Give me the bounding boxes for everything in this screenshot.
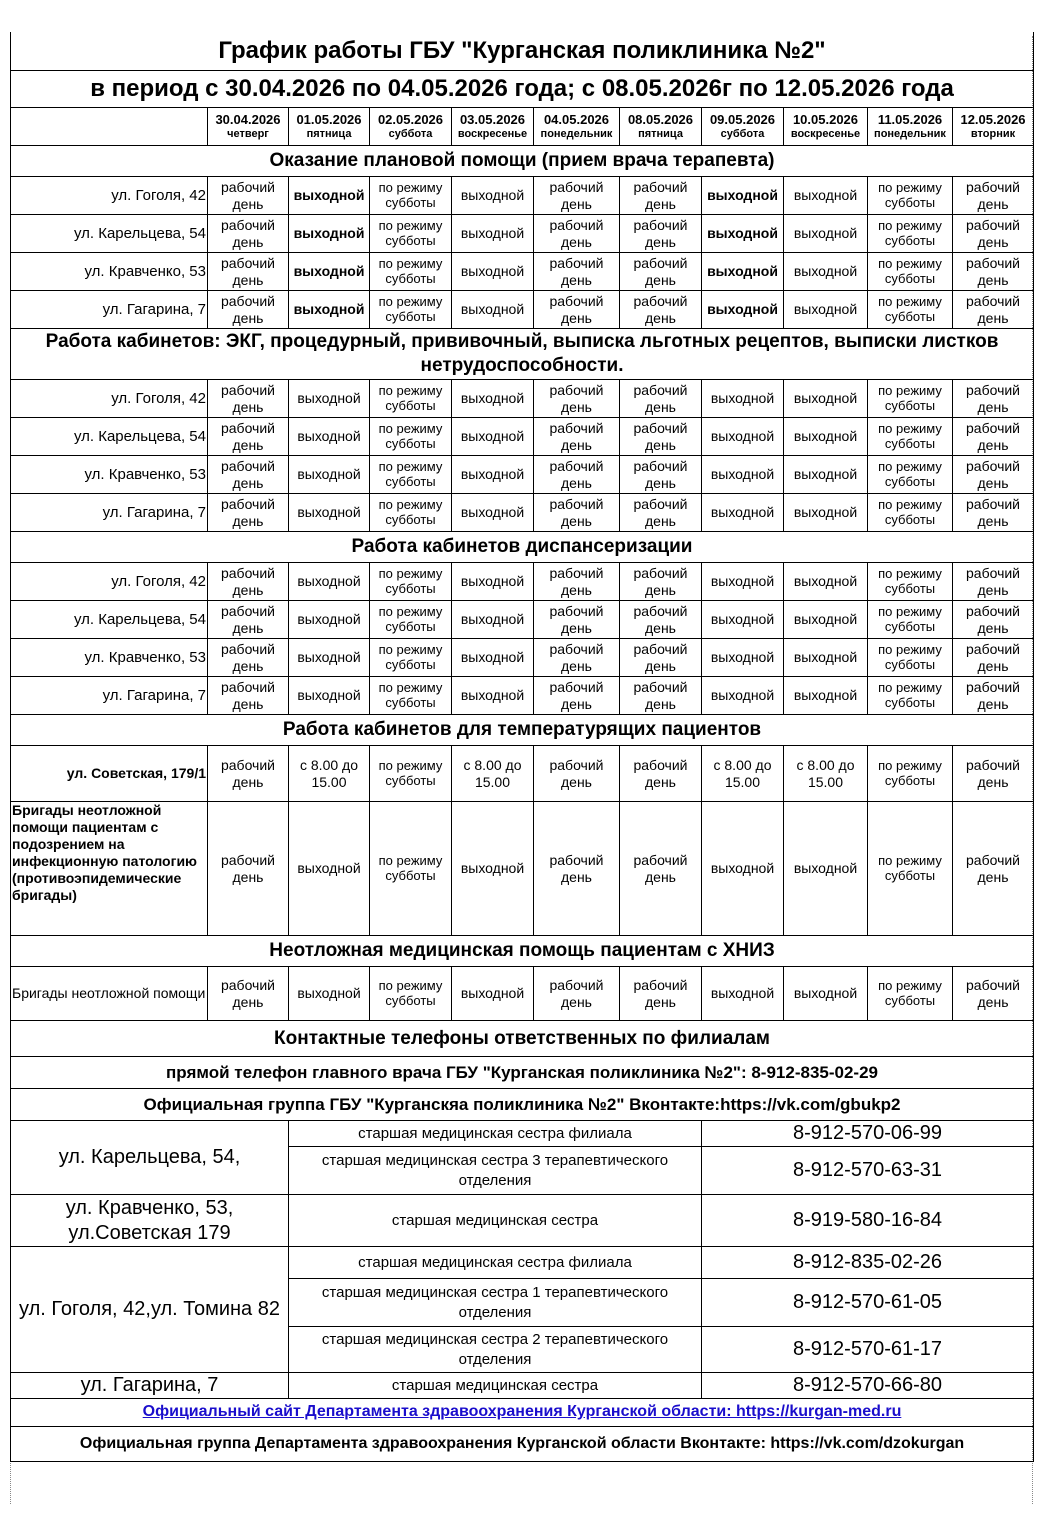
schedule-cell: выходной	[702, 215, 784, 253]
schedule-cell: рабочий день	[534, 802, 620, 936]
schedule-cell: рабочий день	[208, 601, 289, 639]
schedule-cell: рабочий день	[208, 639, 289, 677]
schedule-cell: рабочий день	[620, 967, 702, 1021]
schedule-cell: рабочий день	[534, 253, 620, 291]
schedule-cell: рабочий день	[953, 418, 1034, 456]
schedule-cell: по режиму субботы	[868, 418, 953, 456]
schedule-cell: выходной	[452, 563, 534, 601]
row-address: ул. Гагарина, 7	[11, 677, 208, 715]
day-of-week: четверг	[227, 127, 269, 140]
schedule-cell: рабочий день	[953, 746, 1034, 802]
schedule-cell: выходной	[784, 215, 868, 253]
schedule-cell: рабочий день	[953, 639, 1034, 677]
schedule-cell: по режиму субботы	[868, 802, 953, 936]
schedule-cell: выходной	[784, 177, 868, 215]
schedule-cell: рабочий день	[534, 494, 620, 532]
schedule-cell: рабочий день	[208, 418, 289, 456]
schedule-cell: выходной	[702, 253, 784, 291]
schedule-cell: рабочий день	[534, 380, 620, 418]
schedule-cell: рабочий день	[534, 563, 620, 601]
section-title: Оказание плановой помощи (прием врача терапевта)	[11, 146, 1034, 177]
row-address: ул. Кравченко, 53	[11, 456, 208, 494]
contact-phone[interactable]: 8-919-580-16-84	[702, 1195, 1034, 1247]
schedule-cell: рабочий день	[953, 291, 1034, 329]
schedule-cell: рабочий день	[208, 746, 289, 802]
contact-address: ул. Гагарина, 7	[11, 1373, 289, 1399]
schedule-cell: рабочий день	[620, 418, 702, 456]
schedule-row	[11, 380, 1034, 418]
contact-role: старшая медицинская сестра 1 терапевтического отделения	[289, 1279, 702, 1327]
schedule-cell: выходной	[289, 802, 370, 936]
row-address: Бригады неотложной помощи пациентам с подозрением на инфекционную патологию (противоэпидемические бригады)	[11, 802, 208, 936]
schedule-cell: по режиму субботы	[370, 456, 452, 494]
row-address: ул. Гоголя, 42	[11, 177, 208, 215]
day-of-week: понедельник	[874, 127, 946, 140]
dept-vk-group: Официальная группа Департамента здравоохранения Курганской области Вконтакте: https://vk.com/dzokurgan	[11, 1427, 1034, 1462]
day-header	[534, 108, 620, 146]
schedule-cell: рабочий день	[620, 215, 702, 253]
day-header	[702, 108, 784, 146]
schedule-cell: рабочий день	[534, 177, 620, 215]
schedule-cell: рабочий день	[534, 746, 620, 802]
contact-role: старшая медицинская сестра 2 терапевтического отделения	[289, 1327, 702, 1373]
schedule-cell: выходной	[784, 802, 868, 936]
schedule-row	[11, 601, 1034, 639]
schedule-cell: выходной	[702, 639, 784, 677]
schedule-cell: выходной	[452, 494, 534, 532]
contact-phone[interactable]: 8-912-570-61-17	[702, 1327, 1034, 1373]
schedule-cell: выходной	[289, 291, 370, 329]
schedule-cell: рабочий день	[208, 291, 289, 329]
schedule-cell: выходной	[452, 456, 534, 494]
day-of-week: суббота	[720, 127, 765, 140]
vk-group: Официальная группа ГБУ "Курганскяа поликлиника №2" Вконтакте:https://vk.com/gbukp2	[11, 1089, 1034, 1121]
schedule-cell: по режиму субботы	[868, 253, 953, 291]
schedule-cell: рабочий день	[953, 563, 1034, 601]
schedule-sheet	[10, 32, 1034, 1462]
dept-site-link[interactable]: Официальный сайт Департамента здравоохранения Курганской области: https://kurgan-med.ru	[11, 1399, 1034, 1427]
contact-row	[11, 1373, 1034, 1399]
contact-row	[11, 1121, 1034, 1147]
schedule-row	[11, 967, 1034, 1021]
schedule-cell: по режиму субботы	[370, 601, 452, 639]
schedule-cell: рабочий день	[208, 802, 289, 936]
schedule-cell: по режиму субботы	[370, 677, 452, 715]
schedule-cell: выходной	[452, 418, 534, 456]
schedule-cell: выходной	[289, 639, 370, 677]
day-header	[620, 108, 702, 146]
day-date: 08.05.2026	[627, 112, 694, 128]
row-address: ул. Карельцева, 54	[11, 601, 208, 639]
row-address: ул. Кравченко, 53	[11, 639, 208, 677]
schedule-cell: рабочий день	[953, 456, 1034, 494]
schedule-cell: рабочий день	[620, 291, 702, 329]
schedule-cell: выходной	[289, 677, 370, 715]
schedule-cell: по режиму субботы	[370, 746, 452, 802]
schedule-cell: рабочий день	[534, 601, 620, 639]
day-header	[289, 108, 370, 146]
schedule-cell: выходной	[702, 494, 784, 532]
schedule-cell: выходной	[702, 563, 784, 601]
schedule-row	[11, 456, 1034, 494]
day-header	[370, 108, 452, 146]
schedule-cell: рабочий день	[534, 215, 620, 253]
contact-address: ул. Карельцева, 54,	[11, 1121, 289, 1195]
schedule-row	[11, 418, 1034, 456]
schedule-cell: выходной	[289, 494, 370, 532]
schedule-row	[11, 177, 1034, 215]
day-header	[452, 108, 534, 146]
schedule-cell: выходной	[702, 418, 784, 456]
schedule-cell: рабочий день	[620, 746, 702, 802]
day-date: 04.05.2026	[543, 112, 610, 128]
schedule-cell: по режиму субботы	[370, 380, 452, 418]
contact-phone[interactable]: 8-912-835-02-26	[702, 1247, 1034, 1279]
schedule-cell: выходной	[702, 456, 784, 494]
schedule-cell: по режиму субботы	[370, 563, 452, 601]
schedule-cell: рабочий день	[620, 677, 702, 715]
day-of-week: пятница	[638, 127, 683, 140]
schedule-cell: рабочий день	[208, 494, 289, 532]
schedule-row	[11, 639, 1034, 677]
schedule-cell: рабочий день	[208, 177, 289, 215]
section-title: Работа кабинетов для температурящих пациентов	[11, 715, 1034, 746]
schedule-row	[11, 494, 1034, 532]
schedule-cell: с 8.00 до 15.00	[784, 746, 868, 802]
schedule-cell: по режиму субботы	[868, 639, 953, 677]
day-date: 30.04.2026	[215, 112, 281, 128]
schedule-cell: выходной	[784, 380, 868, 418]
schedule-cell: рабочий день	[953, 177, 1034, 215]
schedule-cell: рабочий день	[953, 253, 1034, 291]
schedule-cell: выходной	[784, 639, 868, 677]
schedule-cell: по режиму субботы	[868, 677, 953, 715]
schedule-cell: рабочий день	[620, 563, 702, 601]
contact-address: ул. Кравченко, 53, ул.Советская 179	[11, 1195, 289, 1247]
schedule-cell: выходной	[452, 802, 534, 936]
schedule-row	[11, 253, 1034, 291]
schedule-cell: выходной	[702, 967, 784, 1021]
schedule-cell: выходной	[289, 563, 370, 601]
schedule-cell: рабочий день	[953, 802, 1034, 936]
schedule-cell: выходной	[289, 967, 370, 1021]
schedule-cell: с 8.00 до 15.00	[452, 746, 534, 802]
schedule-cell: рабочий день	[208, 456, 289, 494]
day-date: 09.05.2026	[709, 112, 776, 128]
schedule-cell: по режиму субботы	[868, 601, 953, 639]
schedule-cell: рабочий день	[534, 291, 620, 329]
contact-role: старшая медицинская сестра	[289, 1195, 702, 1247]
schedule-cell: выходной	[784, 677, 868, 715]
schedule-cell: выходной	[452, 253, 534, 291]
day-header	[784, 108, 868, 146]
schedule-cell: по режиму субботы	[868, 746, 953, 802]
row-address: ул. Карельцева, 54	[11, 215, 208, 253]
contact-phone[interactable]: 8-912-570-06-99	[702, 1121, 1034, 1147]
schedule-cell: выходной	[784, 291, 868, 329]
day-date: 10.05.2026	[792, 112, 859, 128]
schedule-cell: по режиму субботы	[370, 177, 452, 215]
schedule-cell: выходной	[702, 177, 784, 215]
schedule-cell: выходной	[289, 456, 370, 494]
day-of-week: вторник	[970, 127, 1016, 140]
schedule-cell: выходной	[289, 215, 370, 253]
contact-phone[interactable]: 8-912-570-61-05	[702, 1279, 1034, 1327]
header-blank-cell	[11, 108, 208, 146]
row-address: ул. Гагарина, 7	[11, 494, 208, 532]
schedule-cell: рабочий день	[534, 967, 620, 1021]
schedule-cell: рабочий день	[620, 639, 702, 677]
schedule-cell: по режиму субботы	[868, 291, 953, 329]
schedule-cell: рабочий день	[620, 380, 702, 418]
schedule-cell: рабочий день	[208, 215, 289, 253]
schedule-cell: выходной	[452, 380, 534, 418]
schedule-table	[10, 32, 1034, 1462]
schedule-cell: выходной	[452, 215, 534, 253]
day-header	[953, 108, 1034, 146]
schedule-cell: выходной	[702, 677, 784, 715]
schedule-cell: выходной	[289, 418, 370, 456]
contact-phone[interactable]: 8-912-570-63-31	[702, 1147, 1034, 1195]
schedule-cell: рабочий день	[953, 967, 1034, 1021]
schedule-cell: выходной	[452, 177, 534, 215]
schedule-cell: выходной	[784, 253, 868, 291]
schedule-cell: по режиму субботы	[868, 380, 953, 418]
row-address: ул. Советская, 179/1	[11, 746, 208, 802]
schedule-cell: по режиму субботы	[370, 494, 452, 532]
row-address: ул. Гоголя, 42	[11, 563, 208, 601]
day-date: 11.05.2026	[877, 112, 943, 128]
schedule-cell: по режиму субботы	[370, 291, 452, 329]
schedule-cell: по режиму субботы	[868, 563, 953, 601]
schedule-cell: по режиму субботы	[370, 967, 452, 1021]
schedule-cell: выходной	[289, 601, 370, 639]
schedule-cell: выходной	[784, 563, 868, 601]
schedule-cell: с 8.00 до 15.00	[289, 746, 370, 802]
section-title: Неотложная медицинская помощь пациентам с ХНИЗ	[11, 936, 1034, 967]
row-address: ул. Гоголя, 42	[11, 380, 208, 418]
schedule-cell: по режиму субботы	[868, 967, 953, 1021]
contact-address: ул. Гоголя, 42,ул. Томина 82	[11, 1247, 289, 1373]
schedule-row	[11, 563, 1034, 601]
schedule-cell: выходной	[784, 456, 868, 494]
schedule-cell: выходной	[784, 601, 868, 639]
day-of-week: суббота	[388, 127, 433, 140]
schedule-cell: выходной	[452, 639, 534, 677]
schedule-cell: выходной	[452, 967, 534, 1021]
row-address: ул. Гагарина, 7	[11, 291, 208, 329]
schedule-cell: выходной	[702, 802, 784, 936]
schedule-cell: рабочий день	[620, 456, 702, 494]
schedule-cell: выходной	[784, 967, 868, 1021]
schedule-cell: рабочий день	[620, 802, 702, 936]
schedule-cell: выходной	[452, 601, 534, 639]
schedule-cell: по режиму субботы	[370, 802, 452, 936]
schedule-cell: рабочий день	[620, 177, 702, 215]
schedule-cell: рабочий день	[534, 677, 620, 715]
schedule-cell: рабочий день	[953, 677, 1034, 715]
schedule-cell: рабочий день	[534, 639, 620, 677]
schedule-cell: рабочий день	[534, 418, 620, 456]
day-header	[208, 108, 289, 146]
schedule-row	[11, 746, 1034, 802]
schedule-cell: выходной	[784, 418, 868, 456]
day-header	[868, 108, 953, 146]
schedule-row	[11, 677, 1034, 715]
section-title: Работа кабинетов диспансеризации	[11, 532, 1034, 563]
schedule-cell: по режиму субботы	[370, 215, 452, 253]
chief-phone: прямой телефон главного врача ГБУ "Курганская поликлиника №2": 8-912-835-02-29	[11, 1057, 1034, 1089]
schedule-row	[11, 215, 1034, 253]
contact-role: старшая медицинская сестра 3 терапевтического отделения	[289, 1147, 702, 1195]
schedule-cell: по режиму субботы	[868, 456, 953, 494]
day-of-week: понедельник	[540, 127, 613, 140]
day-of-week: пятница	[306, 127, 352, 140]
schedule-cell: рабочий день	[534, 456, 620, 494]
schedule-cell: рабочий день	[208, 253, 289, 291]
day-date: 12.05.2026	[960, 112, 1026, 128]
period-subtitle: в период с 30.04.2026 по 04.05.2026 года; с 08.05.2026г по 12.05.2026 года	[11, 71, 1034, 108]
schedule-cell: выходной	[702, 380, 784, 418]
schedule-cell: рабочий день	[208, 563, 289, 601]
day-of-week: воскресенье	[790, 127, 861, 140]
schedule-cell: по режиму субботы	[868, 494, 953, 532]
day-date: 03.05.2026	[459, 112, 526, 128]
schedule-cell: по режиму субботы	[868, 177, 953, 215]
schedule-cell: по режиму субботы	[370, 253, 452, 291]
schedule-row	[11, 291, 1034, 329]
schedule-cell: рабочий день	[953, 215, 1034, 253]
schedule-cell: рабочий день	[620, 253, 702, 291]
schedule-cell: с 8.00 до 15.00	[702, 746, 784, 802]
schedule-cell: рабочий день	[953, 380, 1034, 418]
schedule-cell: выходной	[784, 494, 868, 532]
contact-role: старшая медицинская сестра филиала	[289, 1247, 702, 1279]
schedule-cell: выходной	[452, 291, 534, 329]
schedule-cell: рабочий день	[208, 967, 289, 1021]
section-title: Работа кабинетов: ЭКГ, процедурный, прививочный, выписка льготных рецептов, выписки листков нетрудоспособности.	[11, 329, 1034, 380]
contact-row	[11, 1247, 1034, 1279]
schedule-cell: по режиму субботы	[370, 418, 452, 456]
schedule-cell: по режиму субботы	[370, 639, 452, 677]
day-date: 01.05.2026	[296, 112, 362, 128]
page-title: График работы ГБУ "Курганская поликлиника №2"	[11, 32, 1034, 71]
contacts-title: Контактные телефоны ответственных по филиалам	[11, 1021, 1034, 1057]
contact-phone[interactable]: 8-912-570-66-80	[702, 1373, 1034, 1399]
contact-role: старшая медицинская сестра филиала	[289, 1121, 702, 1147]
schedule-cell: выходной	[289, 380, 370, 418]
schedule-cell: рабочий день	[208, 677, 289, 715]
row-address: Бригады неотложной помощи	[11, 967, 208, 1021]
schedule-row	[11, 802, 1034, 936]
row-address: ул. Карельцева, 54	[11, 418, 208, 456]
day-date: 02.05.2026	[377, 112, 444, 128]
schedule-cell: выходной	[702, 291, 784, 329]
schedule-cell: рабочий день	[620, 601, 702, 639]
schedule-cell: выходной	[289, 177, 370, 215]
schedule-cell: рабочий день	[620, 494, 702, 532]
schedule-cell: рабочий день	[953, 601, 1034, 639]
contact-role: старшая медицинская сестра	[289, 1373, 702, 1399]
schedule-cell: выходной	[702, 601, 784, 639]
schedule-cell: выходной	[452, 677, 534, 715]
schedule-cell: выходной	[289, 253, 370, 291]
schedule-cell: рабочий день	[208, 380, 289, 418]
contact-row	[11, 1195, 1034, 1247]
row-address: ул. Кравченко, 53	[11, 253, 208, 291]
schedule-cell: по режиму субботы	[868, 215, 953, 253]
schedule-cell: рабочий день	[953, 494, 1034, 532]
day-of-week: воскресенье	[457, 127, 528, 140]
